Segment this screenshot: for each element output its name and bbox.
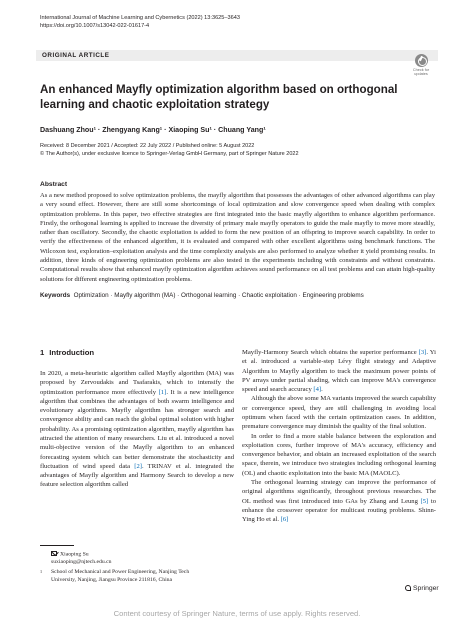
footnote-divider — [40, 545, 74, 546]
history-line: Received: 8 December 2021 / Accepted: 22 July 2022 / Published online: 5 August 2022 — [40, 143, 255, 149]
author-list: Dashuang Zhou¹ · Zhengyang Kang¹ · Xiaoping Su¹ · Chuang Yang¹ — [40, 126, 266, 134]
keywords-list: Optimization · Mayfly algorithm (MA) · Orthogonal learning · Chaotic exploitation · Engineering problems — [73, 292, 364, 299]
check-for-updates-badge[interactable] — [408, 54, 434, 76]
journal-title-line: International Journal of Machine Learning and Cybernetics (2022) 13:3625–3643 — [40, 15, 240, 21]
intro-paragraph: In 2020, a meta-heuristic algorithm called Mayfly algorithm (MA) was proposed by Zervoudakis and Tsafarakis, which to intensify the optimization performance more effectively [1]. It is a new intelligence algorithm that combines the advantages of both swarm intelligence and evolutionary algorithms. Mayfly algorithm has stronger search and convergence ability and can reach the global optimal solution with higher probability. As a promising optimization algorithm, mayfly algorithm has attracted the attention of many researchers. Liu et al. introduced a novel multi-objective version of the Mayfly algorithm to an enhanced forecasting system which can better demonstrate the stochasticity and fluctuation of wind speed data [2]. TRINAV et al. integrated the advantages of Mayfly algorithm and Harmony Search to develop a new feature selection algorithm called — [40, 370, 235, 489]
courtesy-notice: Content courtesy of Springer Nature, terms of use apply. Rights reserved. — [113, 609, 361, 618]
doi-link[interactable]: https://doi.org/10.1007/s13042-022-01617-4 — [40, 22, 150, 29]
envelope-icon — [51, 551, 57, 556]
copyright-line: © The Author(s), under exclusive licence to Springer-Verlag GmbH Germany, part of Springer Nature 2022 — [40, 150, 299, 157]
citation-link[interactable]: [5] — [420, 497, 429, 505]
section-number: 1 — [40, 348, 45, 357]
abstract-text: As a new method proposed to solve optimization problems, the mayfly algorithm that possesses the advantages of other advanced algorithms can play a very sound effect. However, there are still some shortcomings of local optimization and slow convergence speed when dealing with complex optimization problems. In this paper, two effective strategies are first integrated into the basic mayfly algorithm to enhance algorithm performance. Firstly, the orthogonal learning is applied to increase the diversity of primary male mayfly operators to guide the male mayfly to move more steadily, rather than oscillatory. Secondly, the chaotic exploitation is added to form the new position of an offspring to improve search capability. In order to verify the effectiveness of the enhanced algorithm, it is evaluated and compared with other excellent algorithms using benchmark functions. The Wilcoxon test, exploration–exploitation analysis and the time complexity analysis are also performed to analyze whether it yield promising results. In addition, three kinds of engineering optimization problems are also tested in the experiments including with constraints and without constraints. Computational results show that enhanced mayfly optimization algorithm achieves sound performance on all test problems and can attain high-quality solutions for different engineering optimization problems. — [40, 192, 435, 283]
corresponding-author-footnote — [40, 551, 112, 567]
paper-title: An enhanced Mayfly optimization algorithm based on orthogonal learning and chaotic exploitation strategy — [40, 83, 398, 111]
intro-paragraph: Although the above some MA variants improved the search capability or convergence speed, they are still challenging in avoiding local optimum when faced with the certain optimization cases. In addition, premature convergence may diminish the quality of the final solution. — [242, 395, 436, 431]
affiliation-footnote: 1 School of Mechanical and Power Engineering, Nanjing Tech University, Nanjing, Jiangsu Province 211816, China — [40, 569, 190, 583]
section-heading — [40, 348, 94, 357]
springer-horse-icon — [405, 585, 411, 591]
keywords-label: Keywords — [40, 292, 71, 299]
contact-name: Xiaoping Su — [60, 551, 89, 558]
intro-right-column — [242, 348, 436, 524]
article-type: ORIGINAL ARTICLE — [42, 51, 110, 59]
citation-link[interactable]: [2] — [134, 462, 142, 470]
section-title: Introduction — [49, 348, 95, 357]
badge-label: Check for updates — [412, 68, 430, 77]
intro-paragraph: The orthogonal learning strategy can improve the performance of original algorithms significantly, throughout previous researches. The OL method was first introduced into GAs by Zhang and Leung [5] to enhance the crossover operator for multicast routing problems. Shinn-Ying Ho et al. [6] — [242, 478, 436, 524]
publication-dates — [40, 143, 299, 159]
intro-left-column — [40, 369, 234, 490]
contact-email[interactable]: suxiaoping@njtech.edu.cn — [51, 559, 112, 566]
affiliation-mark: 1 — [40, 569, 43, 574]
publisher-logo — [405, 585, 439, 592]
intro-paragraph: Mayfly-Harmony Search which obtains the superior performance [3]. Yi et al. introduced a variable-step Lévy flight strategy and Adaptive Algorithm to Mayfly algorithm to track the maximum power points of PV arrays under partial shading, which can improve MA's convergence speed and search accuracy [4]. — [242, 349, 436, 394]
citation-link[interactable]: [4] — [313, 386, 322, 394]
check-for-updates-icon — [415, 54, 428, 67]
intro-paragraph: In order to find a more stable balance between the exploration and exploitation cores, further improve of MA's accuracy, efficiency and convergence behavior, and obtain an increased exploitation of the search space, therein, we introduce two strategies including orthogonal learning (OL) and chaotic exploitation into the basic MA (MAOLC). — [242, 432, 436, 477]
publisher-name: Springer — [413, 585, 439, 592]
citation-link[interactable]: [3] — [418, 349, 427, 356]
journal-citation — [40, 15, 240, 30]
citation-link[interactable]: [1] — [158, 388, 167, 396]
abstract-heading: Abstract — [40, 181, 68, 188]
keywords — [40, 292, 435, 299]
citation-link[interactable]: [6] — [280, 516, 289, 524]
